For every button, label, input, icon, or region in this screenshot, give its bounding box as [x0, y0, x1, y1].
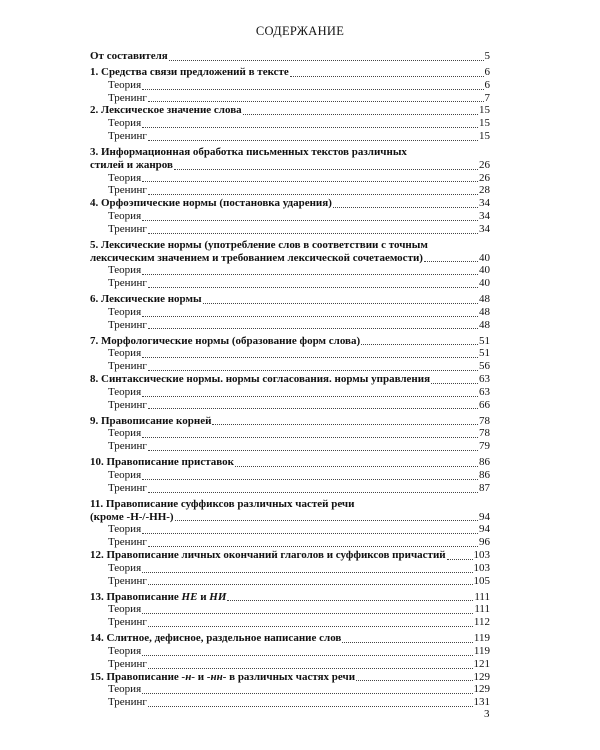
dot-leader	[148, 578, 473, 587]
dot-leader	[333, 201, 478, 210]
toc-subentry	[90, 399, 490, 412]
toc-entry-label: Тренинг	[108, 277, 147, 290]
toc-entry-label: (кроме -Н-/-НН-)	[90, 510, 174, 523]
dot-leader	[142, 121, 478, 130]
dot-leader	[148, 662, 473, 671]
toc-subentry	[90, 658, 490, 671]
toc-entry-page: 96	[479, 536, 490, 549]
toc-entry-label: Тренинг	[108, 129, 147, 142]
toc-entry-label: Теория	[108, 264, 142, 277]
toc-subentry	[90, 130, 490, 143]
toc-entry-label: От составителя	[90, 50, 168, 62]
toc-entry-page: 26	[479, 158, 490, 171]
toc-subentry	[90, 616, 490, 629]
toc-entry	[90, 549, 490, 562]
toc-entry-page: 87	[479, 481, 490, 494]
toc-entry-page: 6	[484, 78, 490, 91]
toc-subentry	[90, 184, 490, 197]
toc-entry-page: 103	[473, 561, 490, 574]
toc-entry-label: Теория	[108, 117, 142, 130]
toc-entry	[90, 373, 490, 386]
dot-leader	[142, 390, 478, 399]
dot-leader	[148, 134, 478, 143]
toc-entry-page: 78	[479, 427, 490, 440]
toc-entry-label: 12. Правописание личных окончаний глаголов и суффиксов причастий	[90, 548, 446, 561]
toc-entry-label: Тренинг	[108, 696, 147, 709]
toc-entry-label: Тренинг	[108, 184, 147, 197]
toc-subentry	[90, 469, 490, 482]
toc-entry	[90, 511, 490, 524]
page-number: 3	[484, 708, 490, 720]
dot-leader	[431, 377, 478, 386]
toc-entry-label: Тренинг	[108, 398, 147, 411]
toc-entry-label: Тренинг	[108, 440, 147, 453]
dot-leader	[148, 364, 478, 373]
toc-entry-label: 13. Правописание НЕ и НИ	[90, 590, 227, 603]
toc-entry-page: 63	[479, 385, 490, 398]
dot-leader	[148, 322, 478, 331]
toc-entry-label: Тренинг	[108, 318, 147, 331]
toc-entry-page: 112	[473, 616, 490, 629]
toc-entry-page: 34	[479, 197, 490, 210]
toc-entry-label: стилей и жанров	[90, 158, 173, 171]
dot-leader	[142, 431, 478, 440]
dot-leader	[142, 607, 473, 616]
toc-entry-label: Теория	[108, 427, 142, 440]
toc-entry-page: 94	[479, 510, 490, 523]
toc-entry-page: 63	[479, 373, 490, 386]
toc-entry-page: 15	[479, 129, 490, 142]
toc-subentry	[90, 210, 490, 223]
toc-entry-label: 14. Слитное, дефисное, раздельное написание слов	[90, 632, 342, 645]
dot-leader	[148, 444, 478, 453]
dot-leader	[203, 297, 478, 306]
toc-entry-page: 86	[479, 469, 490, 482]
dot-leader	[148, 540, 478, 549]
toc-entry	[90, 252, 490, 265]
toc-entry-label: лексическим значением и требованием лексической сочетаемости)	[90, 251, 423, 264]
toc-entry	[90, 498, 490, 511]
toc-entry-page: 6	[484, 65, 490, 78]
toc-subentry	[90, 440, 490, 453]
toc-entry-label: Теория	[108, 385, 142, 398]
toc-entry	[90, 456, 490, 469]
dot-leader	[142, 687, 472, 696]
toc-entry-label: 9. Правописание корней	[90, 414, 212, 427]
toc-entry-page: 48	[479, 293, 490, 306]
toc-entry-page: 48	[479, 318, 490, 331]
toc-entry-label: Теория	[108, 683, 142, 696]
toc-entry-label: Тренинг	[108, 657, 147, 670]
table-of-contents	[90, 50, 490, 709]
toc-entry-page: 105	[473, 574, 490, 587]
toc-entry-page: 129	[473, 670, 490, 683]
toc-entry-label: 5. Лексические нормы (употребление слов в соответствии с точным	[90, 238, 428, 251]
toc-entry-label: Теория	[108, 644, 142, 657]
toc-entry-label: 11. Правописание суффиксов различных частей речи	[90, 497, 355, 510]
toc-entry-page: 7	[484, 91, 490, 104]
toc-entry-page: 129	[473, 683, 490, 696]
toc-entry	[90, 197, 490, 210]
toc-entry-label: Теория	[108, 469, 142, 482]
dot-leader	[142, 473, 478, 482]
dot-leader	[361, 338, 478, 347]
toc-entry-label: 6. Лексические нормы	[90, 293, 202, 306]
toc-entry-label: Тренинг	[108, 222, 147, 235]
toc-entry	[90, 66, 490, 79]
dot-leader	[142, 649, 473, 658]
toc-subentry	[90, 575, 490, 588]
toc-entry	[90, 104, 490, 117]
toc-entry-page: 26	[479, 171, 490, 184]
dot-leader	[142, 351, 478, 360]
toc-entry	[90, 159, 490, 172]
toc-entry-page: 40	[479, 251, 490, 264]
dot-leader	[148, 227, 478, 236]
dot-leader	[235, 460, 478, 469]
toc-subentry	[90, 536, 490, 549]
toc-entry-page: 15	[479, 117, 490, 130]
toc-subentry	[90, 319, 490, 332]
toc-entry-page: 40	[479, 264, 490, 277]
toc-subentry	[90, 386, 490, 399]
dot-leader	[148, 700, 473, 709]
toc-entry-page: 51	[479, 347, 490, 360]
toc-entry	[90, 415, 490, 428]
toc-entry-page: 103	[473, 548, 490, 561]
dot-leader	[342, 636, 473, 645]
toc-entry-label: 8. Синтаксические нормы. нормы согласования. нормы управления	[90, 373, 431, 386]
toc-entry	[90, 146, 490, 159]
toc-entry-page: 34	[479, 209, 490, 222]
toc-entry-page: 79	[479, 440, 490, 453]
toc-entry	[90, 632, 490, 645]
toc-entry	[90, 671, 490, 684]
dot-leader	[175, 514, 478, 523]
dot-leader	[148, 402, 478, 411]
toc-subentry	[90, 645, 490, 658]
toc-entry-page: 28	[479, 184, 490, 197]
toc-entry-page: 40	[479, 277, 490, 290]
toc-entry-label: Теория	[108, 523, 142, 536]
toc-entry-page: 111	[474, 603, 490, 616]
toc-subentry	[90, 427, 490, 440]
dot-leader	[148, 281, 478, 290]
dot-leader	[227, 594, 473, 603]
toc-entry-page: 119	[473, 632, 490, 645]
dot-leader	[447, 553, 473, 562]
toc-subentry	[90, 306, 490, 319]
toc-subentry	[90, 523, 490, 536]
toc-entry-page: 131	[473, 696, 490, 709]
toc-subentry	[90, 277, 490, 290]
toc-entry-page: 51	[479, 334, 490, 347]
page-title: СОДЕРЖАНИЕ	[255, 24, 345, 38]
dot-leader	[142, 527, 478, 536]
toc-subentry	[90, 696, 490, 709]
toc-entry-page: 34	[479, 222, 490, 235]
toc-subentry	[90, 172, 490, 185]
toc-entry-page: 119	[473, 644, 490, 657]
toc-entry-label: Теория	[108, 347, 142, 360]
dot-leader	[142, 566, 472, 575]
toc-entry-page: 56	[479, 360, 490, 373]
dot-leader	[148, 486, 478, 495]
dot-leader	[243, 108, 478, 117]
toc-entry-label: 1. Средства связи предложений в тексте	[90, 65, 289, 78]
toc-entry	[90, 591, 490, 604]
dot-leader	[142, 310, 478, 319]
toc-subentry	[90, 117, 490, 130]
dot-leader	[148, 188, 478, 197]
toc-subentry	[90, 347, 490, 360]
toc-entry-page: 78	[479, 414, 490, 427]
toc-entry-label: Теория	[108, 603, 142, 616]
toc-subentry	[90, 79, 490, 92]
toc-entry-label: Теория	[108, 209, 142, 222]
toc-entry-page: 5	[484, 50, 490, 62]
toc-subentry	[90, 92, 490, 105]
toc-entry-page: 66	[479, 398, 490, 411]
toc-entry-page: 111	[474, 590, 490, 603]
toc-subentry	[90, 360, 490, 373]
toc-entry-label: 10. Правописание приставок	[90, 456, 234, 469]
toc-entry-page: 86	[479, 456, 490, 469]
dot-leader	[142, 83, 483, 92]
dot-leader	[169, 54, 484, 63]
toc-entry-label: Тренинг	[108, 616, 147, 629]
dot-leader	[356, 674, 472, 683]
toc-entry-label: Тренинг	[108, 574, 147, 587]
dot-leader	[290, 70, 484, 79]
toc-entry-label: Тренинг	[108, 91, 147, 104]
dot-leader	[174, 163, 478, 172]
toc-entry-page: 15	[479, 104, 490, 117]
toc-entry-label: 15. Правописание -н- и -нн- в различных частях речи	[90, 670, 356, 683]
toc-entry-page: 94	[479, 523, 490, 536]
toc-entry-label: 4. Орфоэпические нормы (постановка ударения)	[90, 197, 332, 210]
toc-entry-page: 121	[473, 657, 490, 670]
toc-subentry	[90, 603, 490, 616]
toc-entry	[90, 293, 490, 306]
dot-leader	[142, 175, 478, 184]
dot-leader	[424, 255, 478, 264]
toc-entry-label: Теория	[108, 171, 142, 184]
toc-subentry	[90, 264, 490, 277]
toc-subentry	[90, 683, 490, 696]
toc-subentry	[90, 223, 490, 236]
toc-entry-label: Тренинг	[108, 481, 147, 494]
toc-entry-label: Тренинг	[108, 360, 147, 373]
toc-entry-label: Теория	[108, 305, 142, 318]
toc-entry-page: 48	[479, 305, 490, 318]
toc-entry	[90, 239, 490, 252]
toc-entry-label: 3. Информационная обработка письменных текстов различных	[90, 145, 407, 158]
dot-leader	[142, 268, 478, 277]
toc-entry	[90, 50, 490, 63]
toc-entry	[90, 335, 490, 348]
toc-entry-label: Тренинг	[108, 536, 147, 549]
toc-entry-label: 7. Морфологические нормы (образование форм слова)	[90, 334, 361, 347]
dot-leader	[142, 214, 478, 223]
toc-entry-label: 2. Лексическое значение слова	[90, 104, 242, 117]
dot-leader	[148, 95, 484, 104]
toc-subentry	[90, 482, 490, 495]
dot-leader	[212, 418, 478, 427]
toc-subentry	[90, 562, 490, 575]
toc-entry-label: Теория	[108, 78, 142, 91]
dot-leader	[148, 620, 473, 629]
toc-entry-label: Теория	[108, 561, 142, 574]
